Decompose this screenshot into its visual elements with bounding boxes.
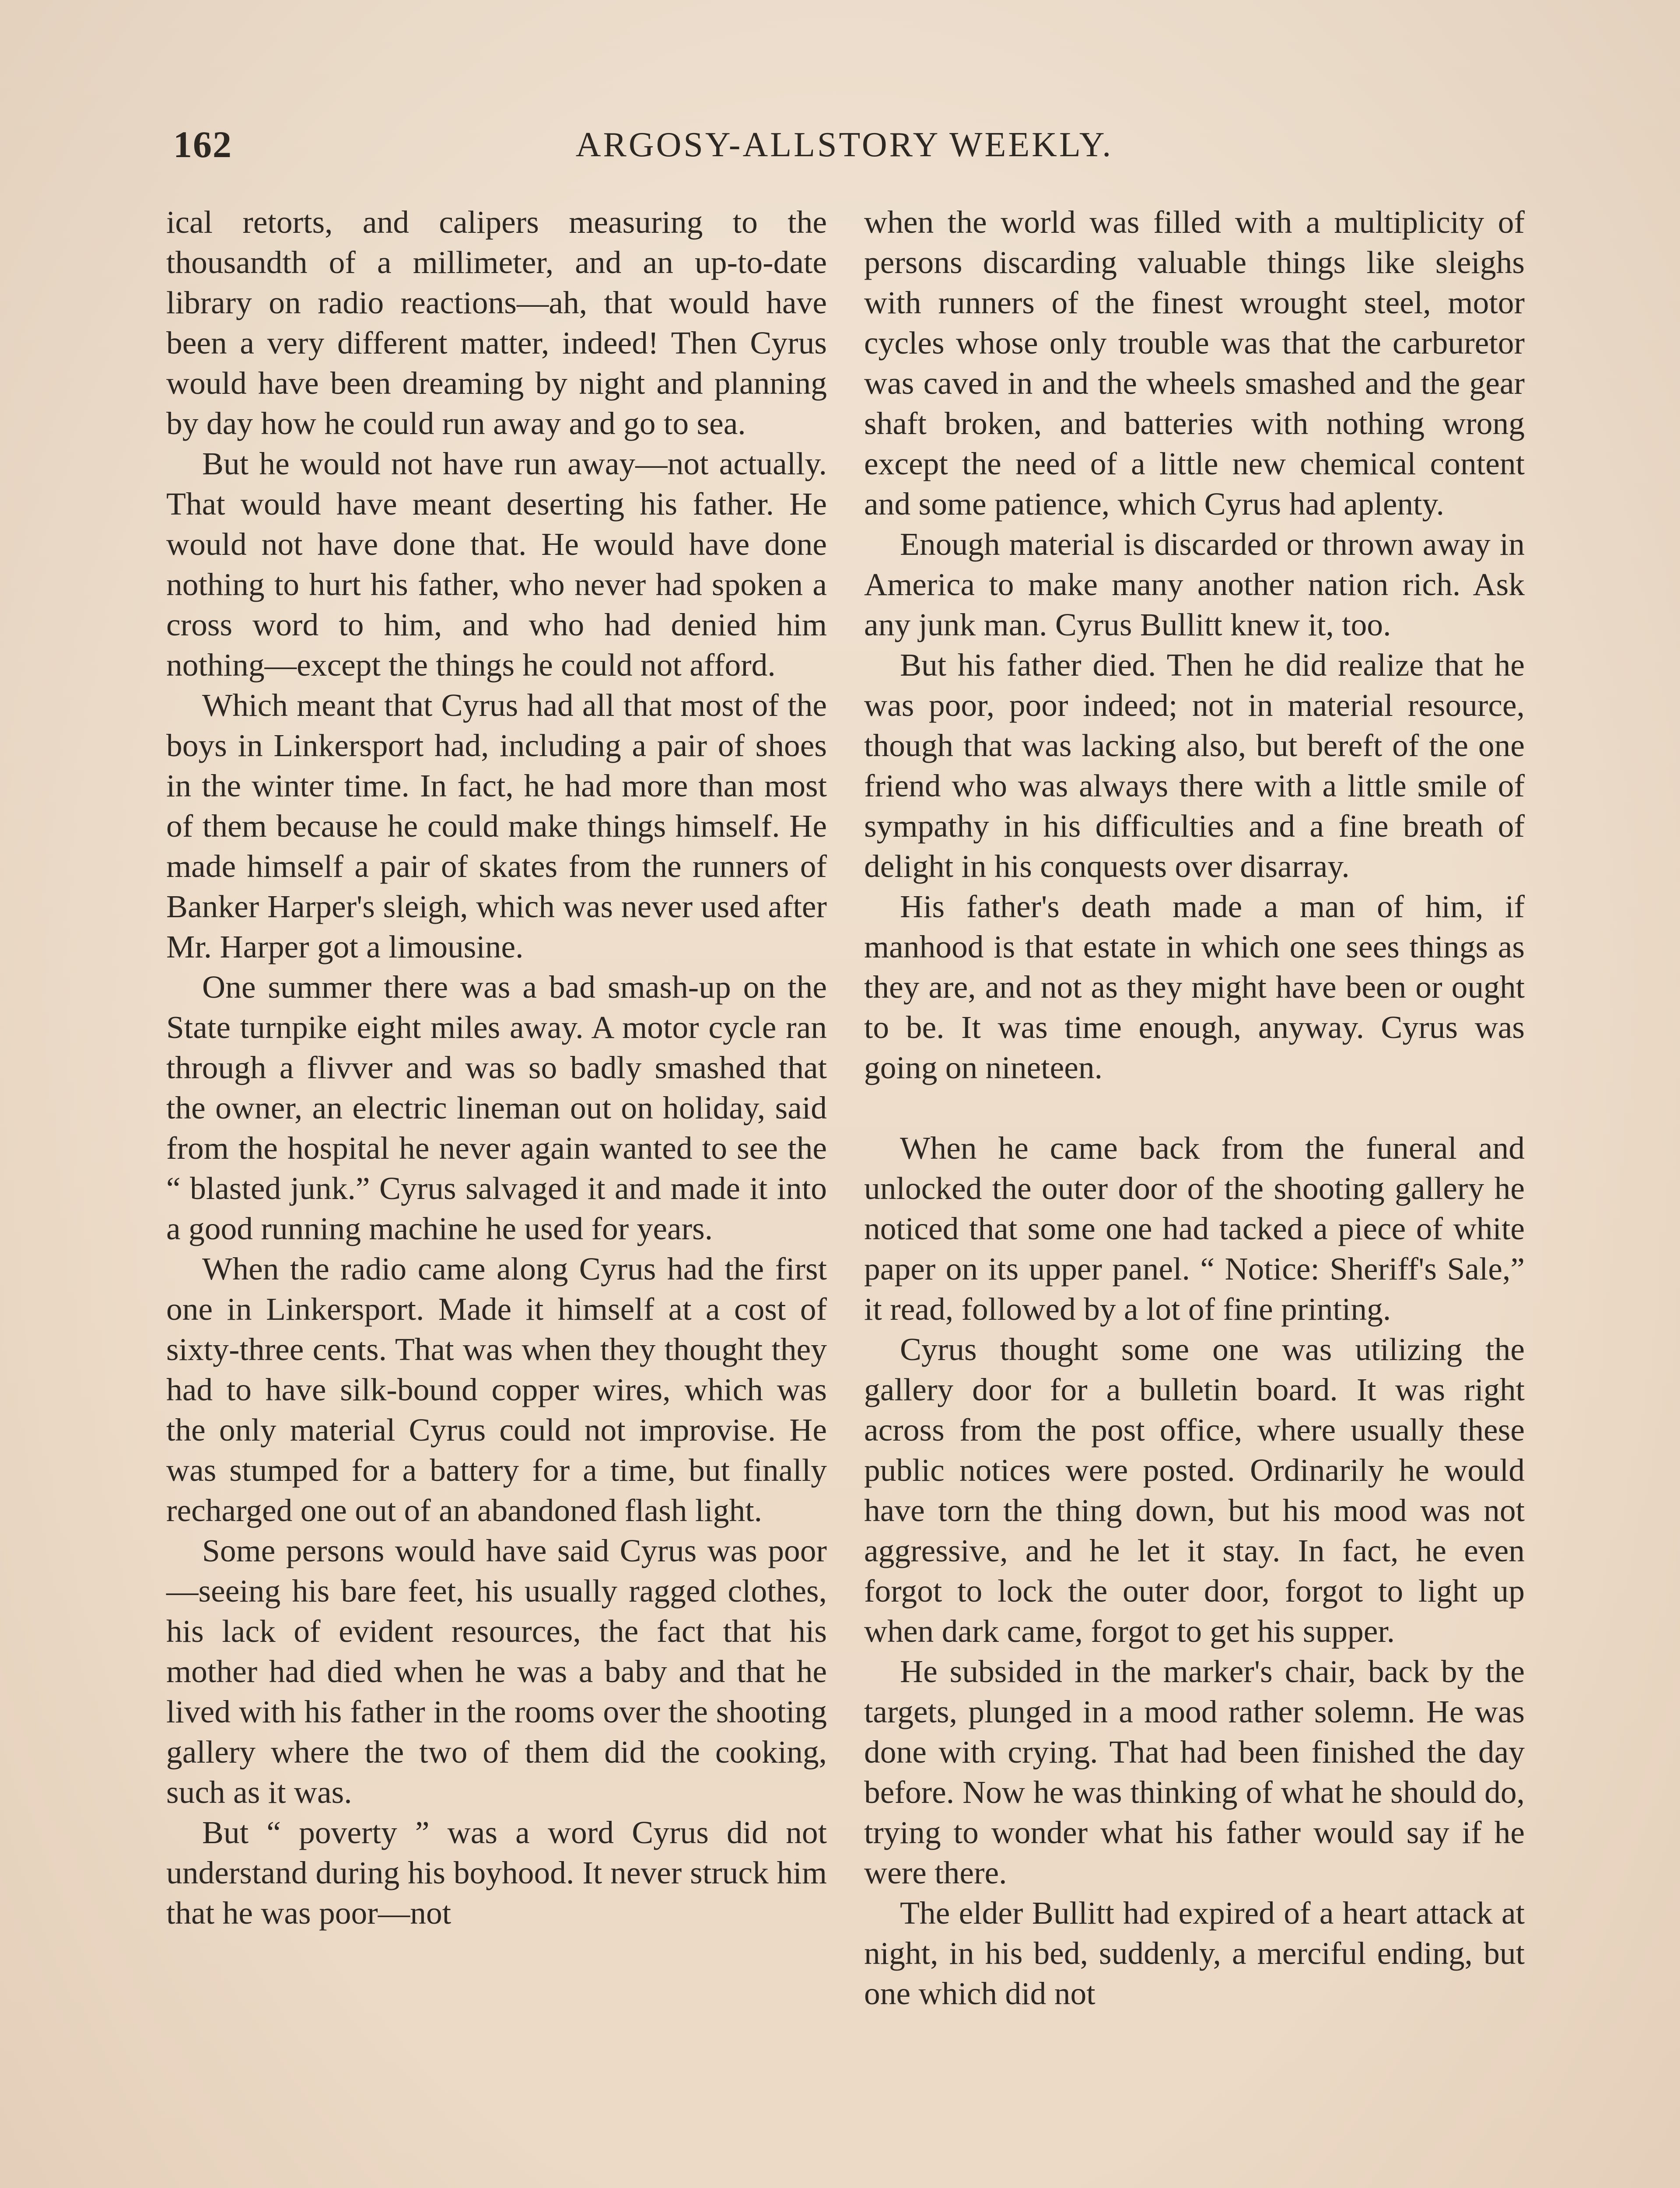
paragraph: The elder Bullitt had expired of a heart attack at night, in his bed, suddenly, a merciful ending, but one which did not: [864, 1895, 1525, 2011]
paragraph: Enough material is discarded or thrown away in America to make many another nation rich. Ask any junk man. Cyrus Bullitt knew it, too.: [864, 526, 1525, 642]
paragraph: He subsided in the marker's chair, back by the targets, plunged in a mood rather solemn. He was done with crying. That had been finished the day before. Now he was thinking of what he should do, trying to wonder what his father would say if he were there.: [864, 1654, 1525, 1890]
paragraph: ical retorts, and calipers measuring to the thousandth of a millimeter, and an up-to-date library on radio reactions—ah, that would have been a very different matter, indeed! Then Cyrus would have been dreaming by night and planning by day how he could run away and go to sea.: [166, 204, 827, 441]
paragraph: But his father died. Then he did realize that he was poor, poor indeed; not in material resource, though that was lacking also, but bereft of the one friend who was always there with a little smile of sympathy in his difficulties and a fine breath of delight in his conquests over disarray.: [864, 647, 1525, 884]
running-title: ARGOSY-ALLSTORY WEEKLY.: [575, 126, 1113, 164]
paragraph: Some persons would have said Cyrus was poor—seeing his bare feet, his usually ragged clothes, his lack of evident resources, the fact that his mother had died when he was a baby and that he lived with his father in the rooms over the shooting gallery where the two of them did the cooking, such as it was.: [166, 1533, 827, 1810]
paragraph: His father's death made a man of him, if manhood is that estate in which one sees things as they are, and not as they might have been or ought to be. It was time enough, anyway. Cyrus was going on nineteen.: [864, 889, 1525, 1085]
paragraph: Cyrus thought some one was utilizing the gallery door for a bulletin board. It was right across from the post office, where usually these public notices were posted. Ordinarily he would have torn the thing down, but his mood was not aggressive, and he let it stay. In fact, he even forgot to lock the outer door, forgot to light up when dark came, forgot to get his supper.: [864, 1332, 1525, 1649]
paragraph: But he would not have run away—not actually. That would have meant deserting his father. He would not have done that. He would have done nothing to hurt his father, who never had spoken a cross word to him, and who had denied him nothing—except the things he could not afford.: [166, 446, 827, 683]
paragraph: But “ poverty ” was a word Cyrus did not understand during his boyhood. It never struck him that he was poor—not: [166, 1815, 827, 1931]
right-column: [864, 202, 1525, 2014]
left-column: [166, 202, 827, 1933]
paragraph: When the radio came along Cyrus had the first one in Linkersport. Made it himself at a cost of sixty-three cents. That was when they thought they had to have silk-bound copper wires, which was the only material Cyrus could not improvise. He was stumped for a battery for a time, but finally recharged one out of an abandoned flash light.: [166, 1251, 827, 1528]
paragraph: When he came back from the funeral and unlocked the outer door of the shooting gallery he noticed that some one had tacked a piece of white paper on its upper panel. “ Notice: Sheriff's Sale,” it read, followed by a lot of fine printing.: [864, 1130, 1525, 1327]
paragraph: One summer there was a bad smash-up on the State turnpike eight miles away. A motor cycle ran through a flivver and was so badly smashed that the owner, an electric lineman out on holiday, said from the hospital he never again wanted to see the “ blasted junk.” Cyrus salvaged it and made it into a good running machine he used for years.: [166, 969, 827, 1246]
paragraph: Which meant that Cyrus had all that most of the boys in Linkersport had, including a pair of shoes in the winter time. In fact, he had more than most of them because he could make things himself. He made himself a pair of skates from the runners of Banker Harper's sleigh, which was never used after Mr. Harper got a limousine.: [166, 687, 827, 964]
page-header: [166, 123, 1522, 175]
paragraph: when the world was filled with a multiplicity of persons discarding valuable things like sleighs with runners of the finest wrought steel, motor cycles whose only trouble was that the carburetor was caved in and the wheels smashed and the gear shaft broken, and batteries with nothing wrong except the need of a little new chemical content and some patience, which Cyrus had aplenty.: [864, 204, 1525, 522]
page-number: 162: [173, 123, 232, 165]
